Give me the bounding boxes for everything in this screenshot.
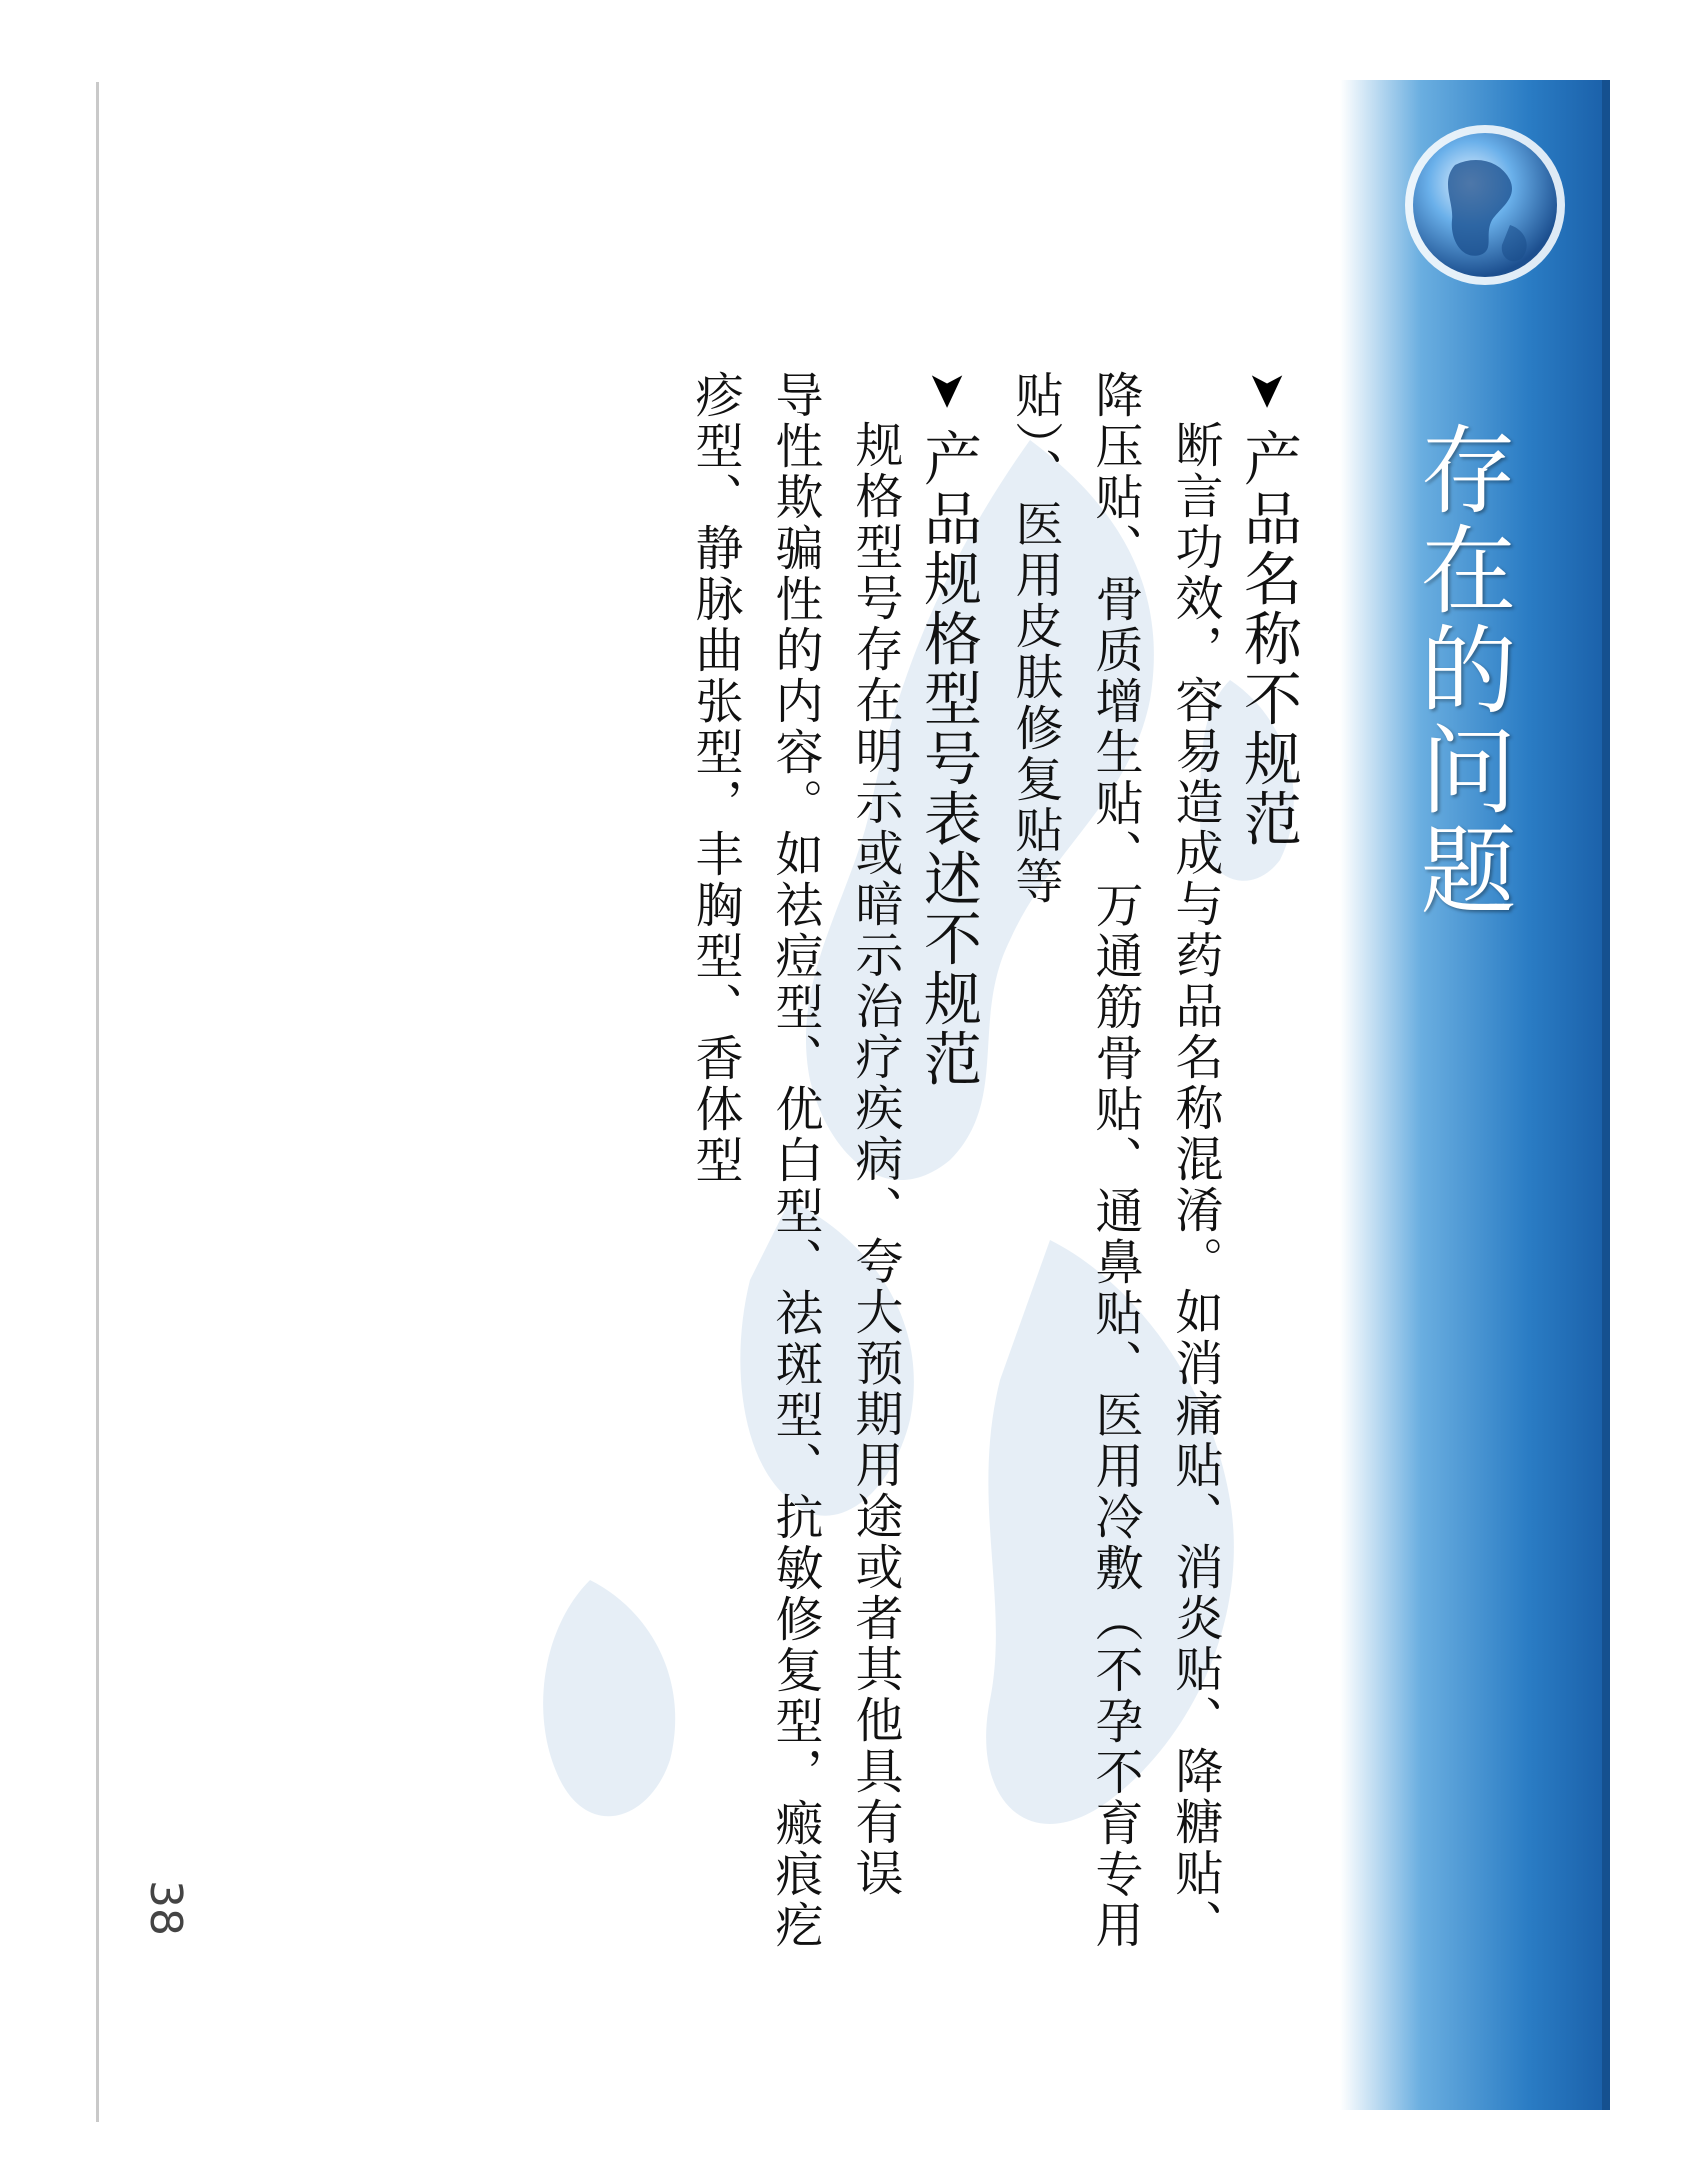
- section-heading-1: [1226, 370, 1310, 848]
- title-band: [1340, 80, 1610, 2110]
- arrowhead-bullet-icon: ➤: [1240, 370, 1296, 413]
- section-2-line-3: 疹型、静脉曲张型，丰胸型、香体型: [687, 370, 743, 1186]
- section-1-line-2: 降压贴、骨质增生贴、万通筋骨贴、通鼻贴、医用冷敷（不孕不育专用: [1087, 370, 1143, 1951]
- page-number: 38: [140, 1880, 191, 1936]
- globe-icon: [1400, 120, 1570, 290]
- arrowhead-bullet-icon: ➤: [920, 370, 976, 413]
- section-heading-text: 产品名称不规范: [1234, 428, 1302, 849]
- slide-title: 存在的问题: [1405, 420, 1517, 920]
- section-2-line-2: 导性欺骗性的内容。如祛痘型、优白型、祛斑型、抗敏修复型，瘢痕疙: [767, 370, 823, 1951]
- section-2-line-1: 规格型号存在明示或暗示治疗疾病、夸大预期用途或者其他具有误: [847, 420, 903, 1899]
- section-heading-2: [906, 370, 990, 1088]
- section-1-line-1: 断言功效，容易造成与药品名称混淆。如消痛贴、消炎贴、降糖贴、: [1167, 420, 1223, 1950]
- slide-canvas: [110, 80, 1610, 2110]
- page-margin-rule: [96, 82, 99, 2122]
- section-1-line-3: 贴）、医用皮肤修复贴等: [1007, 370, 1063, 907]
- section-heading-text: 产品规格型号表述不规范: [914, 428, 982, 1089]
